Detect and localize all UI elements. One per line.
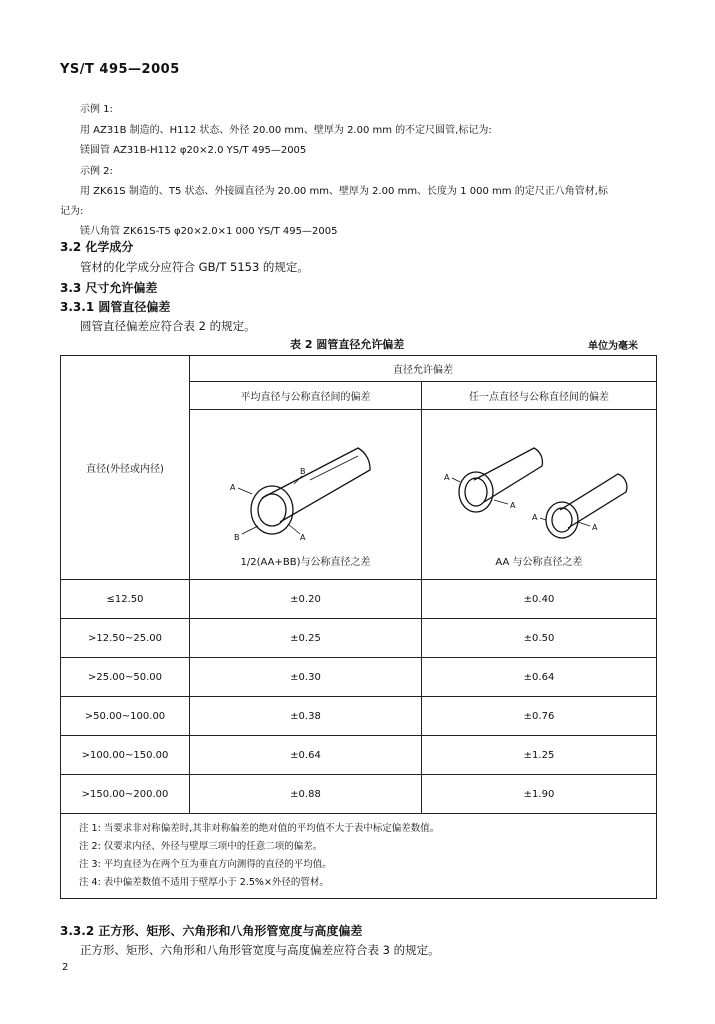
label-b-1: B <box>300 467 306 476</box>
pipe-2-inner <box>552 508 572 532</box>
section-3-3-title: 3.3 尺寸允许偏差 <box>60 281 158 295</box>
pipe-body <box>262 448 370 522</box>
label-b-2: B <box>234 533 240 542</box>
section-3-2-title: 3.2 化学成分 <box>60 240 134 254</box>
pipe-1-inner <box>465 478 487 506</box>
example-2-mark: 镁八角管 ZK61S-T5 φ20×2.0×1 000 YS/T 495—2005 <box>80 226 338 237</box>
section-3-3-2-title: 3.3.2 正方形、矩形、六角形和八角形管宽度与高度偏差 <box>60 924 363 938</box>
example-2-text-cont: 记为: <box>60 206 84 217</box>
pipe-body-2 <box>560 474 627 528</box>
label-a-3: A <box>444 473 450 482</box>
pipe-inner-end <box>258 494 286 526</box>
col-header-allowance: 直径允许偏差 <box>190 356 657 382</box>
example-1-text: 用 AZ31B 制造的、H112 状态、外径 20.00 mm、壁厚为 2.00 mm 的不定尺圆管,标记为: <box>80 125 492 136</box>
figure-mean-diameter <box>190 410 422 580</box>
pipe-figure-left <box>190 410 422 550</box>
table-row: >50.00~100.00 ±0.38 ±0.76 <box>61 697 657 736</box>
col-header-diameter: 直径(外径或内径) <box>61 356 190 580</box>
table-notes <box>61 814 657 899</box>
figure-left-caption: 1/2(AA+BB)与公称直径之差 <box>240 557 371 568</box>
page-number: 2 <box>62 962 69 973</box>
table-row: >25.00~50.00 ±0.30 ±0.64 <box>61 658 657 697</box>
table-2 <box>60 355 657 899</box>
example-2-label: 示例 2: <box>80 166 113 177</box>
figure-any-diameter <box>422 410 657 580</box>
note-4: 注 4: 表中偏差数值不适用于壁厚小于 2.5%×外径的管材。 <box>79 877 329 888</box>
table-row: >12.50~25.00 ±0.25 ±0.50 <box>61 619 657 658</box>
label-a-4: A <box>510 501 516 510</box>
label-a-5: A <box>532 513 538 522</box>
section-3-3-1-text: 圆管直径偏差应符合表 2 的规定。 <box>80 319 256 333</box>
section-3-3-1-title: 3.3.1 圆管直径偏差 <box>60 300 171 314</box>
table-row: ≤12.50 ±0.20 ±0.40 <box>61 580 657 619</box>
col-header-any: 任一点直径与公称直径间的偏差 <box>422 382 657 410</box>
example-2-text: 用 ZK61S 制造的、T5 状态、外接圆直径为 20.00 mm、壁厚为 2.00 mm、长度为 1 000 mm 的定尺正八角管材,标 <box>80 186 608 197</box>
label-a-1: A <box>230 483 236 492</box>
example-1-label: 示例 1: <box>80 104 113 115</box>
col-header-mean: 平均直径与公称直径间的偏差 <box>190 382 422 410</box>
label-a-2: A <box>300 533 306 542</box>
example-1-mark: 镁圆管 AZ31B-H112 φ20×2.0 YS/T 495—2005 <box>80 145 307 156</box>
table-row: >100.00~150.00 ±0.64 ±1.25 <box>61 736 657 775</box>
note-2: 注 2: 仅要求内径、外径与壁厚三项中的任意二项的偏差。 <box>79 841 323 852</box>
pipe-figure-right <box>422 410 657 550</box>
note-3: 注 3: 平均直径为在两个互为垂直方向测得的直径的平均值。 <box>79 859 332 870</box>
table-2-unit: 单位为毫米 <box>588 341 638 352</box>
section-3-2-text: 管材的化学成分应符合 GB/T 5153 的规定。 <box>80 260 309 274</box>
note-1: 注 1: 当要求非对称偏差时,其非对称偏差的绝对值的平均值不大于表中标定偏差数值。 <box>79 823 440 834</box>
table-2-caption: 表 2 圆管直径允许偏差 <box>290 338 405 351</box>
table-row: >150.00~200.00 ±0.88 ±1.90 <box>61 775 657 814</box>
section-3-3-2-text: 正方形、矩形、六角形和八角形管宽度与高度偏差应符合表 3 的规定。 <box>80 943 440 957</box>
label-a-6: A <box>592 523 598 532</box>
standard-code: YS/T 495—2005 <box>60 62 180 77</box>
figure-right-caption: AA 与公称直径之差 <box>495 557 583 568</box>
